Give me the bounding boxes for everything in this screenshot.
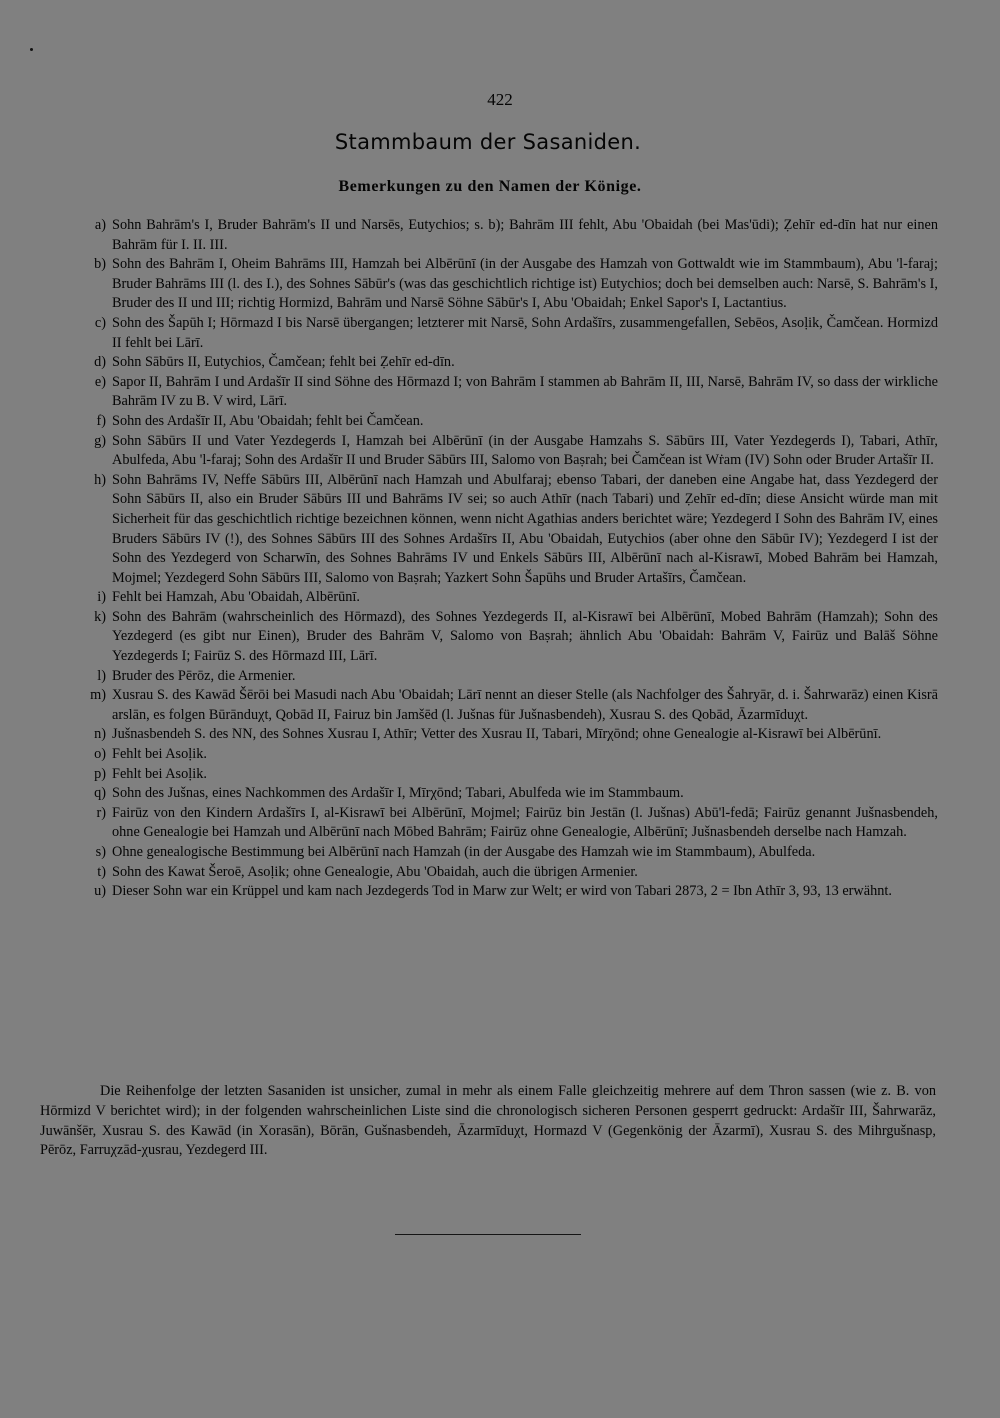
note-key: k) [94,608,106,625]
note-text: Ohne genealogische Bestimmung bei Albērūnī nach Hamzah (in der Ausgabe des Hamzah wie im Stammbaum), Abulfeda. [112,844,816,860]
note-item [72,255,938,314]
note-text: Xusrau S. des Kawād Šērōi bei Masudi nach Abu 'Obaidah; Lārī nennt an dieser Stelle (als Nachfolger des Šahryār, d. i. Šahrwarāz) einen Kisrā arslān, es folgen Būrānduχt, Qobād II, Fairuz bin Jamšēd (l. Jušnas für Jušnasbendeh), Xusrau S. des Qobād, Āzarmīduχt. [112,687,938,723]
note-text: Sohn des Kawat Šeroē, Asoḷik; ohne Genealogie, Abu 'Obaidah, auch die übrigen Armenier. [112,863,638,880]
note-text: Fehlt bei Asoḷik. [112,765,207,782]
note-text: Sapor II, Bahrām I und Ardašīr II sind Söhne des Hōrmazd I; von Bahrām I stammen ab Bahrām II, III, Narsē, Bahrām IV, so dass der wirkliche Bahrām IV zu B. V wird, Lārī. [112,373,938,410]
note-item [72,745,938,765]
note-item [72,353,938,373]
note-key: s) [95,844,106,860]
note-text: Jušnasbendeh S. des NN, des Sohnes Xusrau I, Athīr; Vetter des Xusrau II, Tabari, Mīrχōnd; ohne Genealogie al-Kisrawī bei Albērūnī. [112,726,882,743]
note-item [72,882,938,902]
note-item [72,471,938,589]
note-key: h) [94,471,106,488]
note-item [72,373,938,412]
note-text: Fairūz von den Kindern Ardašīrs I, al-Kisrawī bei Albērūnī, Mojmel; Fairūz bin Jestān (l. Jušnas) Abū'l-fedā; Fairūz genannt Jušnasbendeh, ohne Genealogie bei Hamzah und Albērūnī nach Mōbed Bahrām; Fairūz ohne Genealogie, Albērūnī; Jušnasbendeh derselbe nach Hamzah. [112,804,938,841]
note-text: Dieser Sohn war ein Krüppel und kam nach Jezdegerds Tod in Marw zur Welt; er wird von Tabari 2873, 2 = Ibn Athīr 3, 93, 13 erwähnt. [112,883,892,900]
note-item [72,588,938,608]
note-key: c) [94,314,106,331]
page-title: Stammbaum der Sasaniden. [334,130,642,154]
note-item [72,863,938,883]
note-item [72,608,938,667]
note-text: Fehlt bei Hamzah, Abu 'Obaidah, Albērūnī. [112,589,360,606]
note-item [72,784,938,804]
note-key: m) [90,687,106,704]
note-text: Sohn Sābūrs II, Eutychios, Čamčean; fehlt bei Ẓehīr ed-dīn. [112,354,455,371]
note-key: f) [96,412,106,429]
note-key: a) [94,217,106,233]
page-number: 422 [487,90,513,109]
note-text: Sohn Sābūrs II und Vater Yezdegerds I, Hamzah bei Albērūnī (in der Ausgabe Hamzahs S. Sābūrs III, Vater Yezdegerds I), Tabari, Athīr, Abulfeda, Abu 'l-faraj; Sohn des Ardašīr II und Bruder Sābūrs III, Salomo von Baṣrah; bei Čamčean ist Wṙam (IV) Sohn oder Bruder Artašīr II. [112,432,938,469]
note-text: Sohn Bahrāms IV, Neffe Sābūrs III, Albērūnī nach Hamzah und Abulfaraj; ebenso Tabari, der daneben eine Angabe hat, dass Yezdegerd der Sohn Sābūrs II, also ein Bruder Sābūrs III und Bahrāms IV sei; so auch Athīr (nach Tabari) und Ẓehīr ed-dīn; diese Ansicht würde man mit Sicherheit für das geschichtlich richtige bezeichnen können, wenn nicht Agathias anders berichtet wäre; Yezdegerd I Sohn des Bahrām IV, eines Bruders Sābūrs IV (!), des Sohnes Sābūrs III des Sohnes Ardašīrs II, Abu 'Obaidah, Eutychios (aber ohne den Sābūr IV); Yezdegerd I ist der Sohn des Yezdegerd von Scharwīn, des Sohnes Bahrāms IV und Enkels Sābūrs III, Albērūnī nach al-Kisrawī, Mobed Bahrām bei Hamzah, Mojmel; Yezdegerd Sohn Sābūrs III, Salomo von Baṣrah; Yazkert Sohn Šapūhs und Bruder Artašīrs, Čamčean. [112,471,938,586]
note-key: l) [97,667,106,684]
note-item [72,216,938,255]
closing-paragraph: Die Reihenfolge der letzten Sasaniden ist unsicher, zumal in mehr als einem Falle gleichzeitig mehrere auf dem Thron sassen (wie z. B. von Hōrmizd V berichtet wird); in der folgenden wahrscheinlichen Liste sind die chronologisch sicheren Personen gesperrt gedruckt: Ardašīr III, Šahrwarāz, Juwānšēr, Xusrau S. des Kawād (in Xorasān), Bōrān, Gušnasbendeh, Āzarmīduχt, Hormazd V (Gegenkönig der Āzarmī), Xusrau S. des Mihrgušnasp, Pērōz, Farruχzād-χusrau, Yezdegerd III. [40,1083,936,1159]
note-item [72,804,938,843]
note-key: d) [94,354,106,371]
note-item [72,765,938,785]
note-text: Fehlt bei Asoḷik. [112,746,207,763]
speck-mark [30,48,33,51]
note-text: Sohn des Šapūh I; Hōrmazd I bis Narsē übergangen; letzterer mit Narsē, Sohn Ardašīrs, zusammengefallen, Sebēos, Asoḷik, Čamčean. Hormizd II fehlt bei Lārī. [112,314,938,351]
note-text: Sohn des Bahrām I, Oheim Bahrāms III, Hamzah bei Albērūnī (in der Ausgabe des Hamzah von Gottwaldt wie im Stammbaum), Abu 'l-faraj; Bruder Bahrāms III (l. des I.), des Sohnes Sābūr's (was das geschichtlich richtige ist) Eutychios; doch bei demselben auch: Narsē, S. Bahrām's I, Bruder des II und III; richtig Hormizd, Bahrām und Narsē Söhne Sābūr's I, Abu 'Obaidah; Enkel Sapor's I, Lactantius. [112,256,938,312]
note-item [72,432,938,471]
note-item [72,843,938,863]
end-rule [395,1234,581,1235]
note-item [72,314,938,353]
note-key: i) [97,589,106,606]
note-text: Bruder des Pērōz, die Armenier. [112,667,296,684]
note-key: p) [94,765,106,782]
note-text: Sohn des Jušnas, eines Nachkommen des Ardašīr I, Mīrχōnd; Tabari, Abulfeda wie im Stammbaum. [112,785,684,802]
note-key: u) [94,883,106,900]
note-text: Sohn des Bahrām (wahrscheinlich des Hōrmazd), des Sohnes Yezdegerds II, al-Kisrawī bei Albērūnī, Mobed Bahrām (Hamzah); Sohn des Yezdegerd (es gibt nur Einen), Bruder des Bahrām V, Salomo von Baṣrah; ähnlich Abu 'Obaidah: Bahrām V, Fairūz und Balāš Söhne Yezdegerds I; Fairūz S. des Hōrmazd III, Lārī. [112,608,938,665]
note-key: b) [94,256,106,273]
note-key: n) [94,726,106,743]
note-text: Sohn des Ardašīr II, Abu 'Obaidah; fehlt bei Čamčean. [112,412,424,429]
note-item [72,412,938,432]
note-item [72,686,938,725]
section-heading: Bemerkungen zu den Namen der Könige. [338,178,642,195]
note-key: q) [94,785,106,802]
note-item [72,667,938,687]
note-key: r) [96,804,106,821]
note-key: e) [94,373,106,390]
note-item [72,725,938,745]
note-key: o) [94,746,106,763]
note-key: t) [97,863,106,880]
notes-list [72,216,938,902]
note-text: Sohn Bahrām's I, Bruder Bahrām's II und Narsēs, Eutychios; s. b); Bahrām III fehlt, Abu 'Obaidah (bei Mas'ūdi); Ẓehīr ed-dīn hat nur einen Bahrām für I. II. III. [112,217,938,253]
note-key: g) [94,432,106,449]
